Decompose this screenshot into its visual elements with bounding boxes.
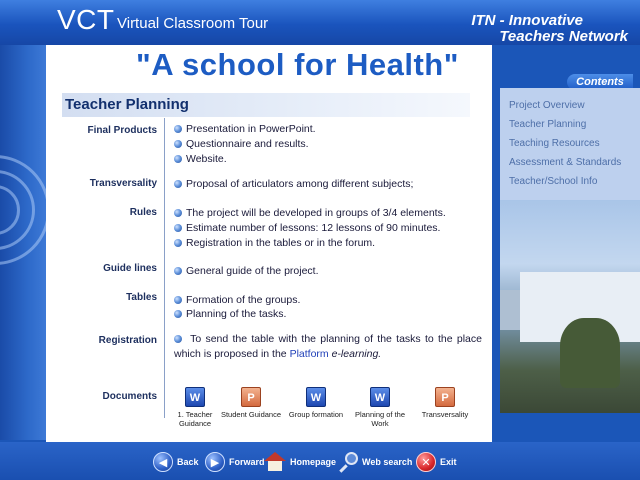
vct-subtitle: Virtual Classroom Tour [117, 15, 269, 32]
label-registration: Registration [98, 335, 157, 346]
label-transversality: Transversality [89, 178, 157, 189]
word-doc-icon: W [306, 387, 326, 407]
doc-planning-of-the-work[interactable]: W Planning of the Work [350, 387, 410, 428]
label-documents: Documents [102, 391, 157, 402]
school-photo [500, 200, 640, 413]
powerpoint-icon: P [241, 387, 261, 407]
list-item: Registration in the tables or in the forum. [174, 237, 375, 249]
nav-teacher-school-info[interactable]: Teacher/School Info [509, 176, 598, 187]
web-search-button[interactable]: Web search [338, 451, 412, 473]
label-tables: Tables [126, 292, 157, 303]
bullet-icon [174, 180, 182, 188]
home-icon [264, 452, 286, 472]
magnifier-icon [338, 452, 358, 472]
registration-text: To send the table with the planning of the tasks to the place which is proposed in the Platform e-learning. [174, 333, 482, 360]
label-final-products: Final Products [87, 125, 157, 136]
word-doc-icon: W [185, 387, 205, 407]
header-bar [0, 0, 640, 45]
section-header [62, 93, 470, 117]
powerpoint-icon: P [435, 387, 455, 407]
column-divider [164, 118, 165, 418]
left-decorative-strip [0, 45, 46, 440]
page-title: "A school for Health" [136, 47, 459, 82]
list-item: The project will be developed in groups of 3/4 elements. [174, 207, 446, 219]
nav-assessment-standards[interactable]: Assessment & Standards [509, 157, 622, 168]
label-rules: Rules [129, 207, 157, 218]
list-item: Estimate number of lessons: 12 lessons of 90 minutes. [174, 222, 440, 234]
back-button[interactable]: ◀ Back [153, 451, 199, 473]
bullet-icon [174, 209, 182, 217]
list-item: Website. [174, 153, 227, 165]
nav-teaching-resources[interactable]: Teaching Resources [509, 138, 600, 149]
doc-student-guidance[interactable]: P Student Guidance [218, 387, 284, 419]
doc-teacher-guidance[interactable]: W 1. Teacher Guidance [172, 387, 218, 428]
back-arrow-icon: ◀ [153, 452, 173, 472]
list-item: General guide of the project. [174, 265, 319, 277]
tree-shape [560, 318, 620, 388]
bullet-icon [174, 125, 182, 133]
homepage-button[interactable]: Homepage [264, 451, 336, 473]
bullet-icon [174, 310, 182, 318]
contents-tab: Contents [567, 74, 633, 90]
list-item: Presentation in PowerPoint. [174, 123, 316, 135]
itn-title-line2: Teachers Network [499, 28, 628, 45]
bullet-icon [174, 155, 182, 163]
contents-panel [500, 88, 640, 200]
exit-button[interactable]: ✕ Exit [416, 451, 457, 473]
vct-logo: VCT [57, 4, 115, 35]
bullet-icon [174, 224, 182, 232]
word-doc-icon: W [370, 387, 390, 407]
bullet-icon [174, 140, 182, 148]
list-item: Questionnaire and results. [174, 138, 309, 150]
list-item: Proposal of articulators among different subjects; [174, 178, 413, 190]
list-item: Planning of the tasks. [174, 308, 286, 320]
doc-transversality[interactable]: P Transversality [416, 387, 474, 419]
doc-group-formation[interactable]: W Group formation [286, 387, 346, 419]
section-title: Teacher Planning [65, 96, 189, 113]
footer-navigation [0, 442, 640, 480]
platform-link[interactable]: Platform [289, 348, 329, 360]
close-icon: ✕ [416, 452, 436, 472]
forward-arrow-icon: ▶ [205, 452, 225, 472]
label-guide-lines: Guide lines [103, 263, 157, 274]
bullet-icon [174, 296, 182, 304]
bullet-icon [174, 335, 182, 343]
list-item: Formation of the groups. [174, 294, 300, 306]
itn-title-line1: ITN - Innovative [471, 12, 583, 29]
nav-project-overview[interactable]: Project Overview [509, 100, 585, 111]
bullet-icon [174, 239, 182, 247]
bullet-icon [174, 267, 182, 275]
main-content [46, 45, 492, 442]
nav-teacher-planning[interactable]: Teacher Planning [509, 119, 587, 130]
forward-button[interactable]: ▶ Forward [205, 451, 265, 473]
